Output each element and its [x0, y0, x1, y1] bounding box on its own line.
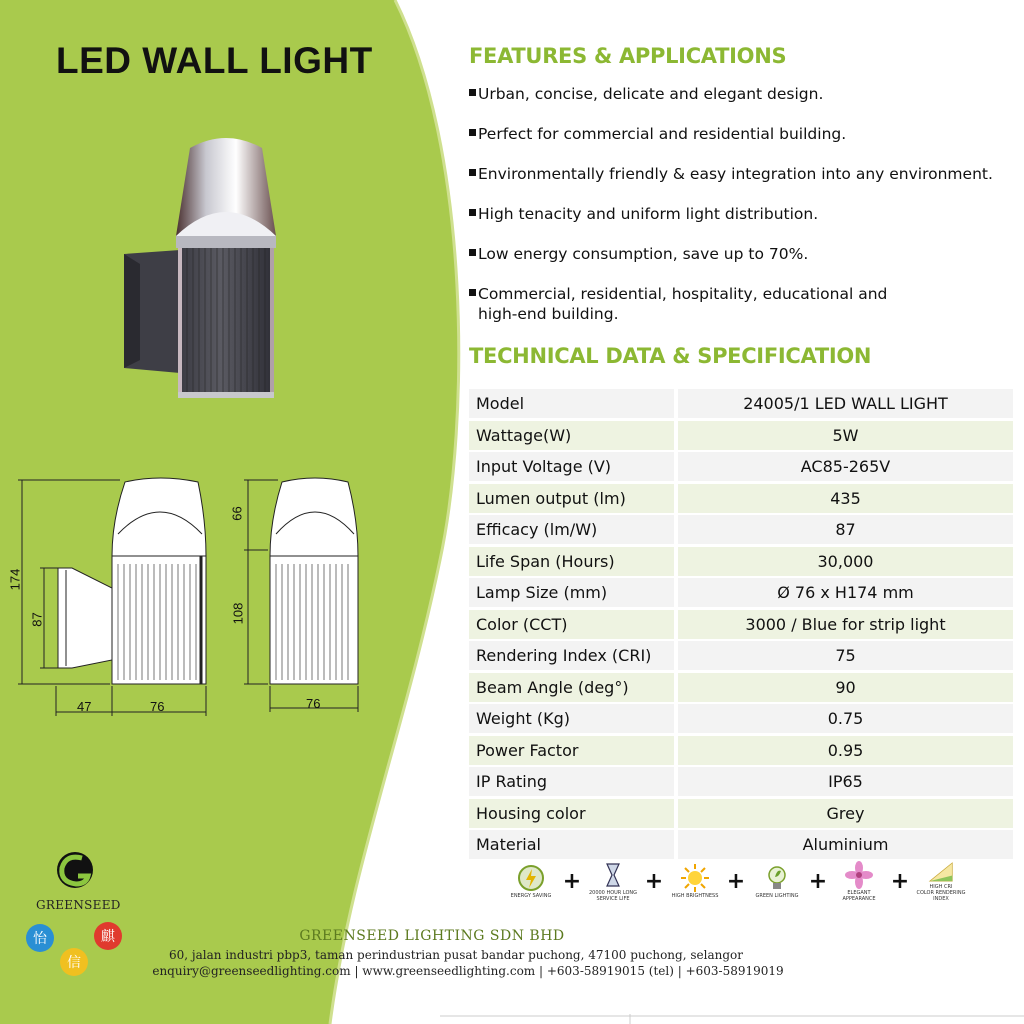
table-row: Lumen output (lm) 435: [469, 484, 1013, 513]
brand-name: GREENSEED: [36, 898, 121, 912]
table-row: Beam Angle (deg°) 90: [469, 673, 1013, 702]
bullet-square-icon: [469, 289, 476, 296]
feature-item: Urban, concise, delicate and elegant design.: [469, 84, 1024, 124]
high-brightness-icon: HIGH BRIGHTNESS: [669, 860, 721, 902]
features-heading: FEATURES & APPLICATIONS: [469, 44, 787, 68]
company-contact: enquiry@greenseedlighting.com | www.greenseedlighting.com | +603-58919015 (tel) | +603-58919019: [152, 964, 784, 978]
plus-icon: +: [562, 868, 582, 894]
table-row: Wattage(W) 5W: [469, 421, 1013, 450]
table-row: Housing color Grey: [469, 799, 1013, 828]
feature-item: High tenacity and uniform light distribution.: [469, 204, 1024, 244]
bullet-square-icon: [469, 169, 476, 176]
svg-text:信: 信: [67, 955, 81, 971]
elegant-appearance-icon: ELEGANT APPEARANCE: [833, 860, 885, 902]
dim-76-front: 76: [306, 696, 321, 711]
dim-66: 66: [229, 506, 245, 521]
table-row: Rendering Index (CRI) 75: [469, 641, 1013, 670]
table-row: Efficacy (lm/W) 87: [469, 515, 1013, 544]
table-row: Life Span (Hours) 30,000: [469, 547, 1013, 576]
feature-badges: [505, 858, 975, 904]
table-row: Lamp Size (mm) Ø 76 x H174 mm: [469, 578, 1013, 607]
table-row: Input Voltage (V) AC85-265V: [469, 452, 1013, 481]
table-row: Power Factor 0.95: [469, 736, 1013, 765]
product-photo: [118, 128, 288, 403]
page-title: LED WALL LIGHT: [56, 40, 373, 81]
energy-saving-icon: ENERGY SAVING: [505, 860, 557, 902]
plus-icon: +: [726, 868, 746, 894]
dim-108: 108: [230, 602, 246, 625]
feature-item: Commercial, residential, hospitality, educational and high-end building.: [469, 284, 1024, 324]
spec-heading: TECHNICAL DATA & SPECIFICATION: [469, 344, 872, 368]
dim-174: 174: [7, 568, 23, 591]
table-row: Model 24005/1 LED WALL LIGHT: [469, 389, 1013, 418]
dimension-drawings: [0, 460, 380, 720]
bullet-square-icon: [469, 89, 476, 96]
features-list: [469, 84, 1024, 324]
dim-76-side: 76: [150, 699, 165, 714]
feature-item: Low energy consumption, save up to 70%.: [469, 244, 1024, 284]
table-row: IP Rating IP65: [469, 767, 1013, 796]
company-address: 60, jalan industri pbp3, taman perindustrian pusat bandar puchong, 47100 puchong, selangor: [169, 948, 743, 962]
company-name: GREENSEED LIGHTING SDN BHD: [299, 928, 565, 944]
svg-text:麒: 麒: [101, 929, 115, 945]
table-row: Material Aluminium: [469, 830, 1013, 859]
plus-icon: +: [890, 868, 910, 894]
long-service-life-icon: 20000 HOUR LONG SERVICE LIFE: [587, 860, 639, 902]
spec-table: [469, 389, 1013, 862]
feature-item: Perfect for commercial and residential building.: [469, 124, 1024, 164]
feature-item: Environmentally friendly & easy integration into any environment.: [469, 164, 1024, 204]
green-lighting-icon: GREEN LIGHTING: [751, 860, 803, 902]
bullet-square-icon: [469, 129, 476, 136]
svg-text:怡: 怡: [33, 931, 47, 947]
plus-icon: +: [644, 868, 664, 894]
plus-icon: +: [808, 868, 828, 894]
table-row: Weight (Kg) 0.75: [469, 704, 1013, 733]
dim-47: 47: [77, 699, 92, 714]
table-row: Color (CCT) 3000 / Blue for strip light: [469, 610, 1013, 639]
dim-87: 87: [29, 612, 45, 627]
bullet-square-icon: [469, 249, 476, 256]
high-cri-icon: HIGH CRI COLOR RENDERING INDEX: [915, 860, 967, 902]
bullet-square-icon: [469, 209, 476, 216]
